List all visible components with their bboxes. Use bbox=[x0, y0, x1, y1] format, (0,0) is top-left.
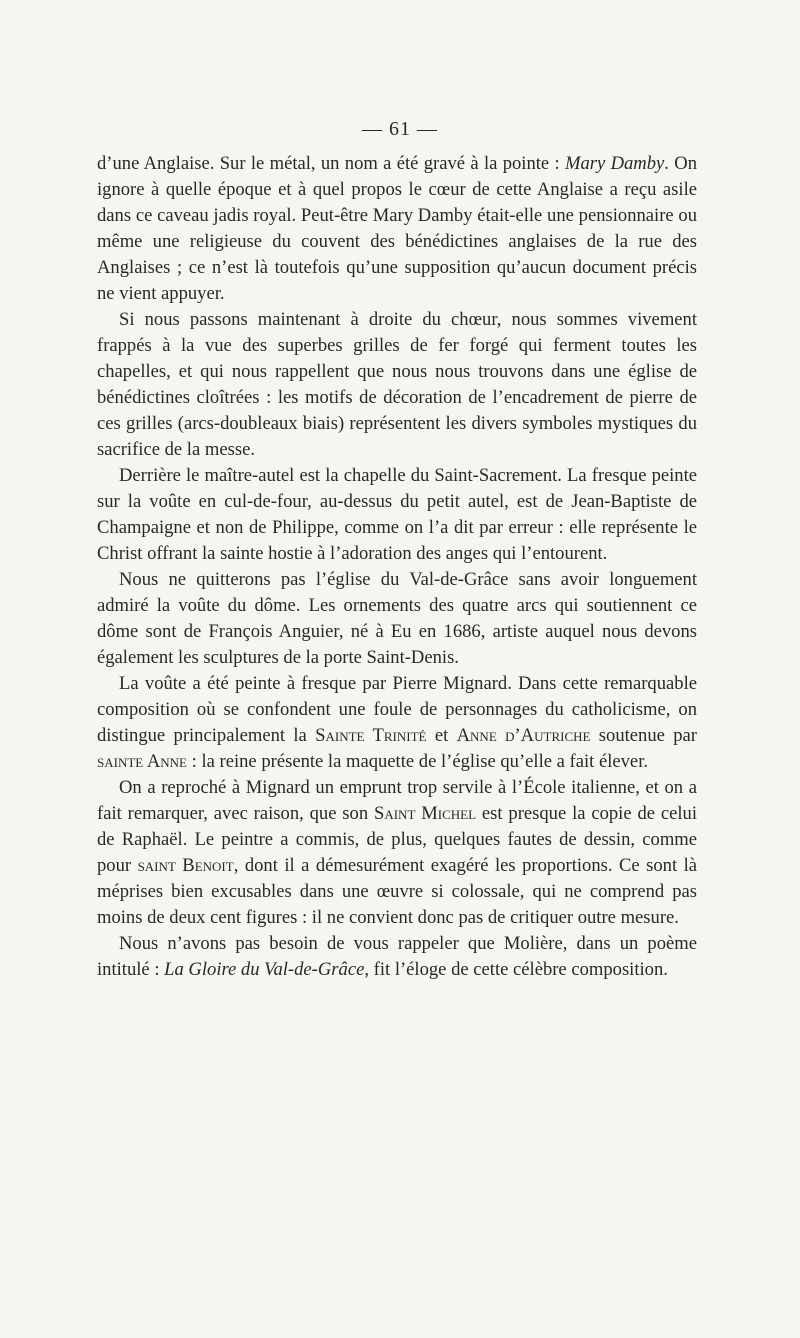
paragraph-4: Nous ne quitterons pas l’église du Val-de-Grâce sans avoir longuement admiré la voûte du dôme. Les ornements des quatre arcs qui soutiennent ce dôme sont de François Anguier, né à Eu en 1686, artiste auquel nous devons également les sculptures de la porte Saint-Denis. bbox=[97, 569, 697, 668]
text-run: d’une Anglaise. Sur le métal, un nom a été gravé à la pointe : bbox=[97, 153, 565, 174]
text-run: et bbox=[426, 725, 457, 746]
paragraph-5 bbox=[97, 671, 697, 775]
body-text bbox=[97, 151, 697, 983]
paragraph-3: Derrière le maître-autel est la chapelle du Saint-Sacrement. La fresque peinte sur la voûte en cul-de-four, au-dessus du petit autel, est de Jean-Baptiste de Champaigne et non de Philippe, comme on l’a dit par erreur : elle représente le Christ offrant la sainte hostie à l’adoration des anges qui l’entourent. bbox=[97, 465, 697, 564]
text-run: Nous n’avons pas besoin de vous rappeler que Molière, dans un poème intitulé : bbox=[97, 933, 697, 980]
text-run: . On ignore à quelle époque et à quel propos le cœur de cette Anglaise a reçu asile dans ce caveau jadis royal. Peut-être Mary Damby était-elle une pensionnaire ou même une religieuse du couvent des bénédictines anglaises de la rue des Anglaises ; ce n’est là toutefois qu’une supposition qu’aucun document précis ne vient appuyer. bbox=[97, 153, 697, 304]
text-run: : la reine présente la maquette de l’église qu’elle a fait élever. bbox=[187, 751, 649, 772]
text-run: est presque la copie de celui de Raphaël. Le peintre a commis, de plus, quelques fautes de dessin, comme pour bbox=[97, 803, 697, 876]
italic-name: Mary Damby bbox=[564, 153, 665, 174]
text-run: soutenue par bbox=[590, 725, 697, 746]
italic-title: La Gloire du Val-de-Grâce bbox=[164, 959, 365, 980]
text-run: , dont il a démesurément exagéré les proportions. Ce sont là méprises bien excusables dans une œuvre si colossale, qui ne comprend pas moins de deux cent figures : il ne convient donc pas de critiquer outre mesure. bbox=[97, 855, 697, 928]
text-run: On a reproché à Mignard un emprunt trop servile à l’École italienne, et on a fait remarquer, avec raison, que son bbox=[97, 777, 697, 824]
small-caps-name: Sainte Trinité bbox=[315, 725, 427, 746]
small-caps-name: Saint Michel bbox=[374, 803, 477, 824]
text-run: , fit l’éloge de cette célèbre composition. bbox=[364, 959, 668, 980]
paragraph-7 bbox=[97, 931, 697, 983]
paragraph-2: Si nous passons maintenant à droite du chœur, nous sommes vivement frappés à la vue des superbes grilles de fer forgé qui ferment toutes les chapelles, et qui nous rappellent que nous nous trouvons dans une église de bénédictines cloîtrées : les motifs de décoration de l’encadrement de pierre de ces grilles (arcs-doubleaux biais) représentent les divers symboles mystiques du sacrifice de la messe. bbox=[97, 309, 697, 460]
page-number: — 61 — bbox=[362, 118, 438, 140]
small-caps-name: Anne d’Autriche bbox=[456, 725, 591, 746]
paragraph-1 bbox=[97, 151, 697, 307]
text-run: La voûte a été peinte à fresque par Pierre Mignard. Dans cette remarquable composition où se confondent une foule de personnages du catholicisme, on distingue principalement la bbox=[97, 673, 697, 746]
small-caps-name: saint Benoit bbox=[137, 855, 234, 876]
small-caps-name: sainte Anne bbox=[97, 751, 187, 772]
paragraph-6 bbox=[97, 775, 697, 931]
